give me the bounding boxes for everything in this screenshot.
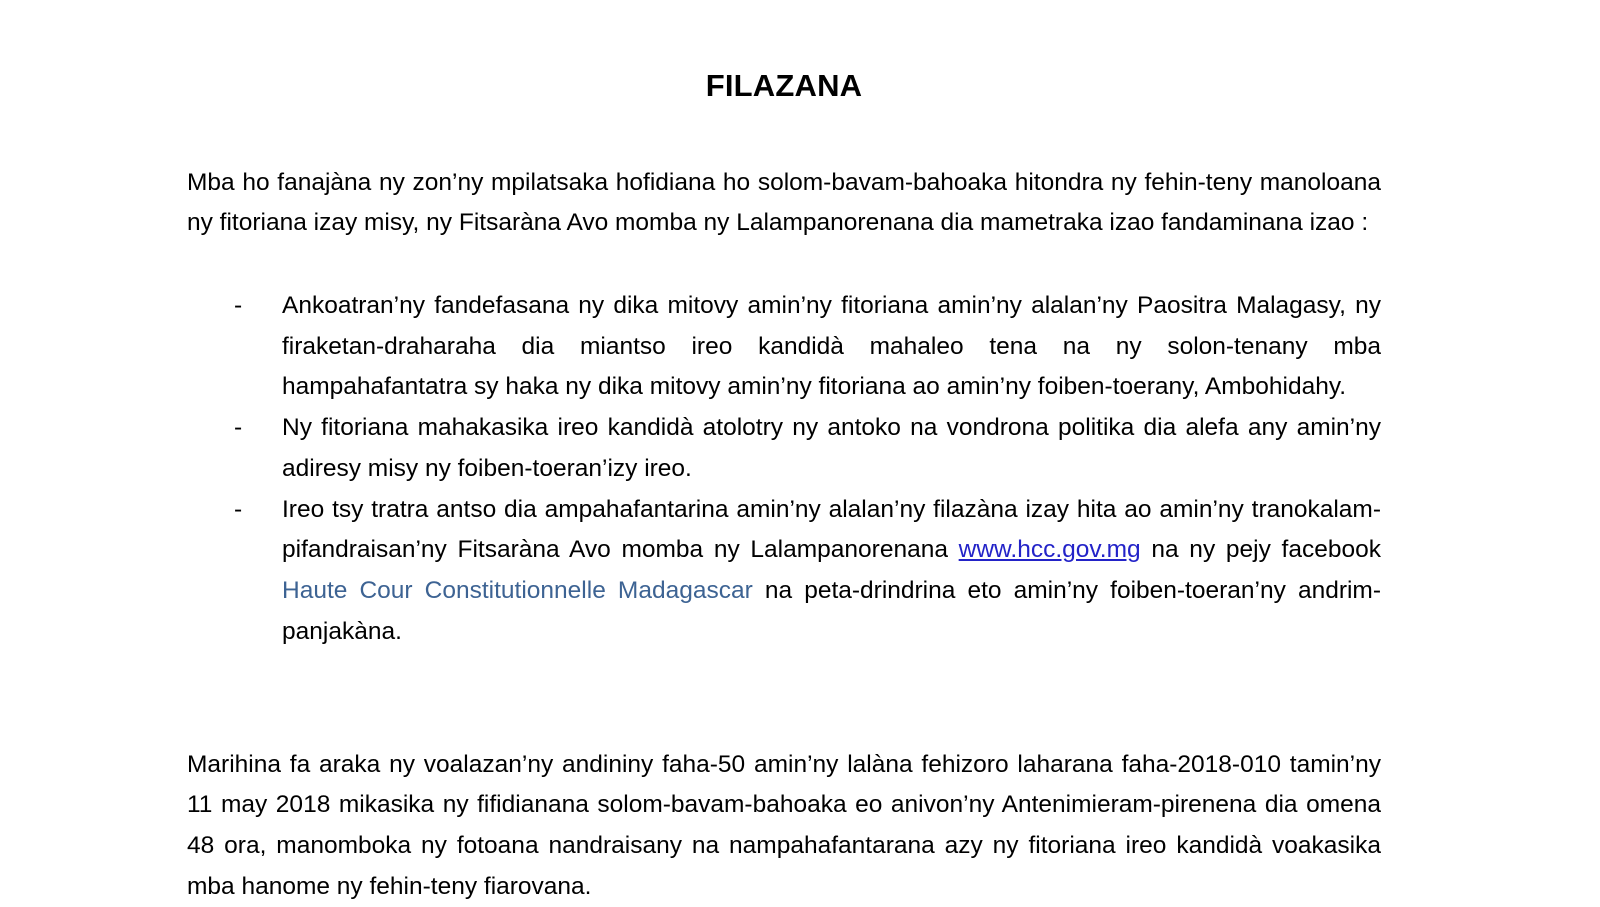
bullet-text-before-url: Ireo tsy tratra antso dia ampahafantarina amin’ny alalan’ny filazàna izay hita ao amin’ny tranokalam-pifandraisan’ny Fitsaràna Avo momba ny Lalampanorenana (282, 496, 1381, 564)
closing-paragraph: Marihina fa araka ny voalazan’ny andininy faha-50 amin’ny lalàna fehizoro laharana faha-2018-010 tamin’ny 11 may 2018 mikasika ny fifidianana solom-bavam-bahoaka eo anivon’ny Antenimieram-pirenena dia omena 48 ora, manomboka ny fotoana nandraisany na nampahafantarana azy ny fitoriana ireo kandidà voakasika mba hanome ny fehin-teny fiarovana. (187, 745, 1381, 907)
bullet-item-party-address (187, 408, 1381, 489)
bullet-item-unreachable (187, 490, 1381, 653)
bullet-list (187, 286, 1381, 652)
bullet-text-after: na peta-drindrina eto amin’ny foiben-toeran’ny andrim-panjakàna. (282, 577, 1381, 645)
facebook-page-link[interactable]: Haute Cour Constitutionnelle Madagascar (282, 577, 753, 604)
hcc-website-link[interactable]: www.hcc.gov.mg (959, 536, 1141, 563)
intro-paragraph: Mba ho fanajàna ny zon’ny mpilatsaka hofidiana ho solom-bavam-bahoaka hitondra ny fehin-teny manoloana ny fitoriana izay misy, ny Fitsaràna Avo momba ny Lalampanorenana dia mametraka izao fandaminana izao : (187, 163, 1381, 244)
bullet-dash: - (234, 408, 242, 449)
bullet-text-between: na ny pejy facebook (1141, 536, 1381, 563)
bullet-item-postal (187, 286, 1381, 408)
bullet-text: Ankoatran’ny fandefasana ny dika mitovy amin’ny fitoriana amin’ny alalan’ny Paositra Malagasy, ny firaketan-draharaha dia miantso ireo kandidà mahaleo tena na ny solon-tenany mba hampahafantatra sy haka ny dika mitovy amin’ny fitoriana ao amin’ny foiben-toerany, Ambohidahy. (282, 292, 1381, 400)
bullet-dash: - (234, 286, 242, 327)
bullet-text: Ny fitoriana mahakasika ireo kandidà atolotry ny antoko na vondrona politika dia alefa any amin’ny adiresy misy ny foiben-toeran’izy ireo. (282, 414, 1381, 482)
bullet-dash: - (234, 490, 242, 531)
document-title: FILAZANA (0, 66, 1568, 106)
